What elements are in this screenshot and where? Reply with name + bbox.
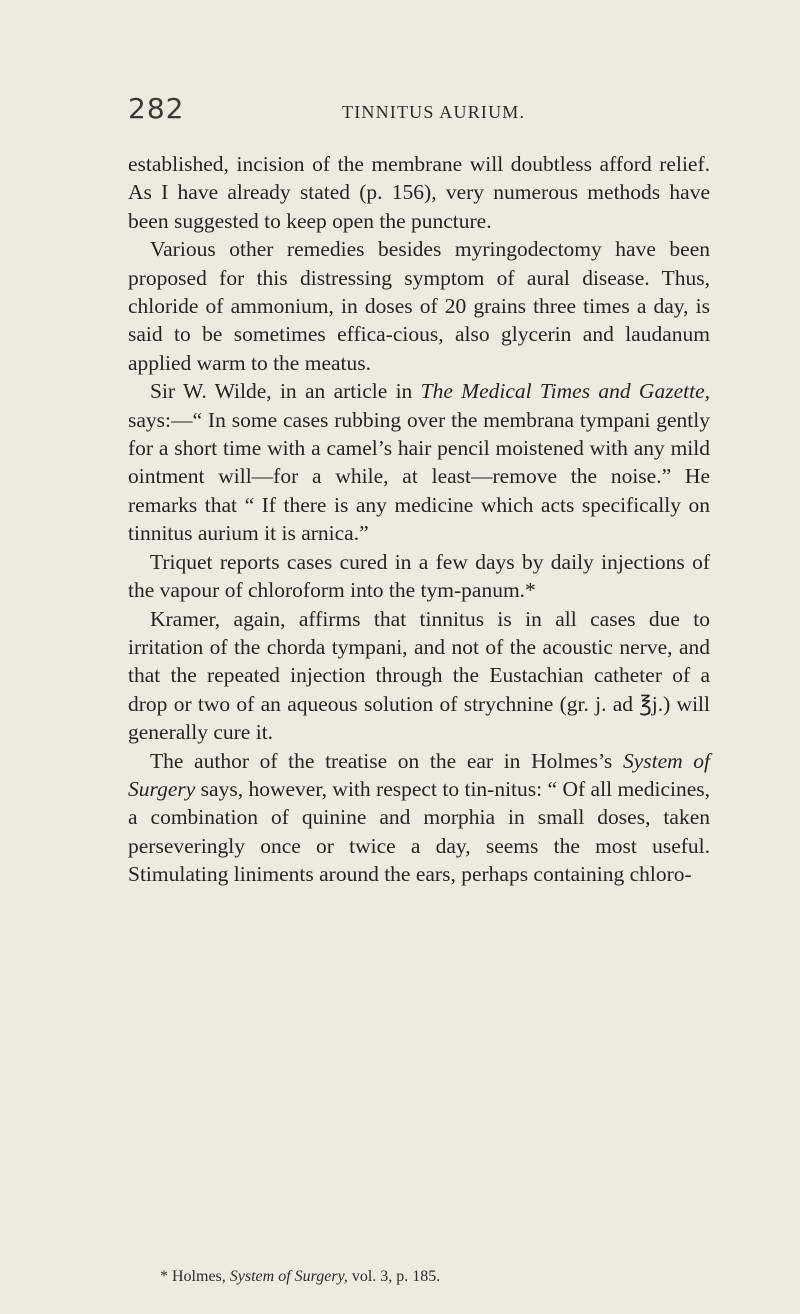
paragraph: Various other remedies besides myringodectomy have been proposed for this distressing symptom of aural disease. Thus, chloride of ammonium, in doses of 20 grains three times a day, is said to be sometimes effica-cious, also glycerin and laudanum applied warm to the meatus.: [128, 237, 710, 375]
cited-book-title: System of Surgery: [128, 748, 710, 801]
paragraph: [128, 747, 710, 889]
footnote-book-title: System of Surgery,: [229, 1268, 348, 1285]
paragraph-text: says:—“ In some cases rubbing over the membrana tympani gently for a short time with a camel’s hair pencil moistened with any mild ointment will—for a while, at least—remove the noise.” He remarks that “ If there is any medicine which acts specifically on tinnitus aurium it is arnica.”: [128, 407, 710, 546]
paragraph-text: The author of the treatise on the ear in Holmes’s: [150, 748, 623, 773]
running-title: TINNITUS AURIUM.: [342, 102, 526, 122]
paragraph-text: says, however, with respect to tin-nitus: “ Of all medicines, a combination of quinine and morphia in small doses, taken perseveringly once or twice a day, seems the most useful. Stimulating liniments around the ears, perhaps containing chloro-: [128, 776, 710, 887]
footnote-text: vol. 3, p. 185.: [347, 1268, 441, 1285]
paragraph: Kramer, again, affirms that tinnitus is in all cases due to irritation of the chorda tympani, and not of the acoustic nerve, and that the repeated injection through the Eustachian catheter of a drop or two of an aqueous solution of strychnine (gr. j. ad ℥j.) will generally cure it.: [128, 606, 710, 745]
cited-journal-title: The Medical Times and Gazette,: [420, 379, 710, 404]
paragraph: established, incision of the membrane will doubtless afford relief. As I have already stated (p. 156), very numerous methods have been suggested to keep open the puncture.: [128, 152, 710, 233]
page-number: 282: [128, 92, 185, 125]
paragraph: [128, 377, 710, 547]
paragraph: Triquet reports cases cured in a few days by daily injections of the vapour of chloroform into the tym-panum.*: [128, 549, 710, 603]
body-text: [128, 150, 710, 889]
page-header: [0, 92, 800, 132]
paragraph-text: Sir W. Wilde, in an article in: [150, 379, 421, 404]
footnote: [160, 1268, 440, 1286]
footnote-text: * Holmes,: [160, 1268, 230, 1285]
